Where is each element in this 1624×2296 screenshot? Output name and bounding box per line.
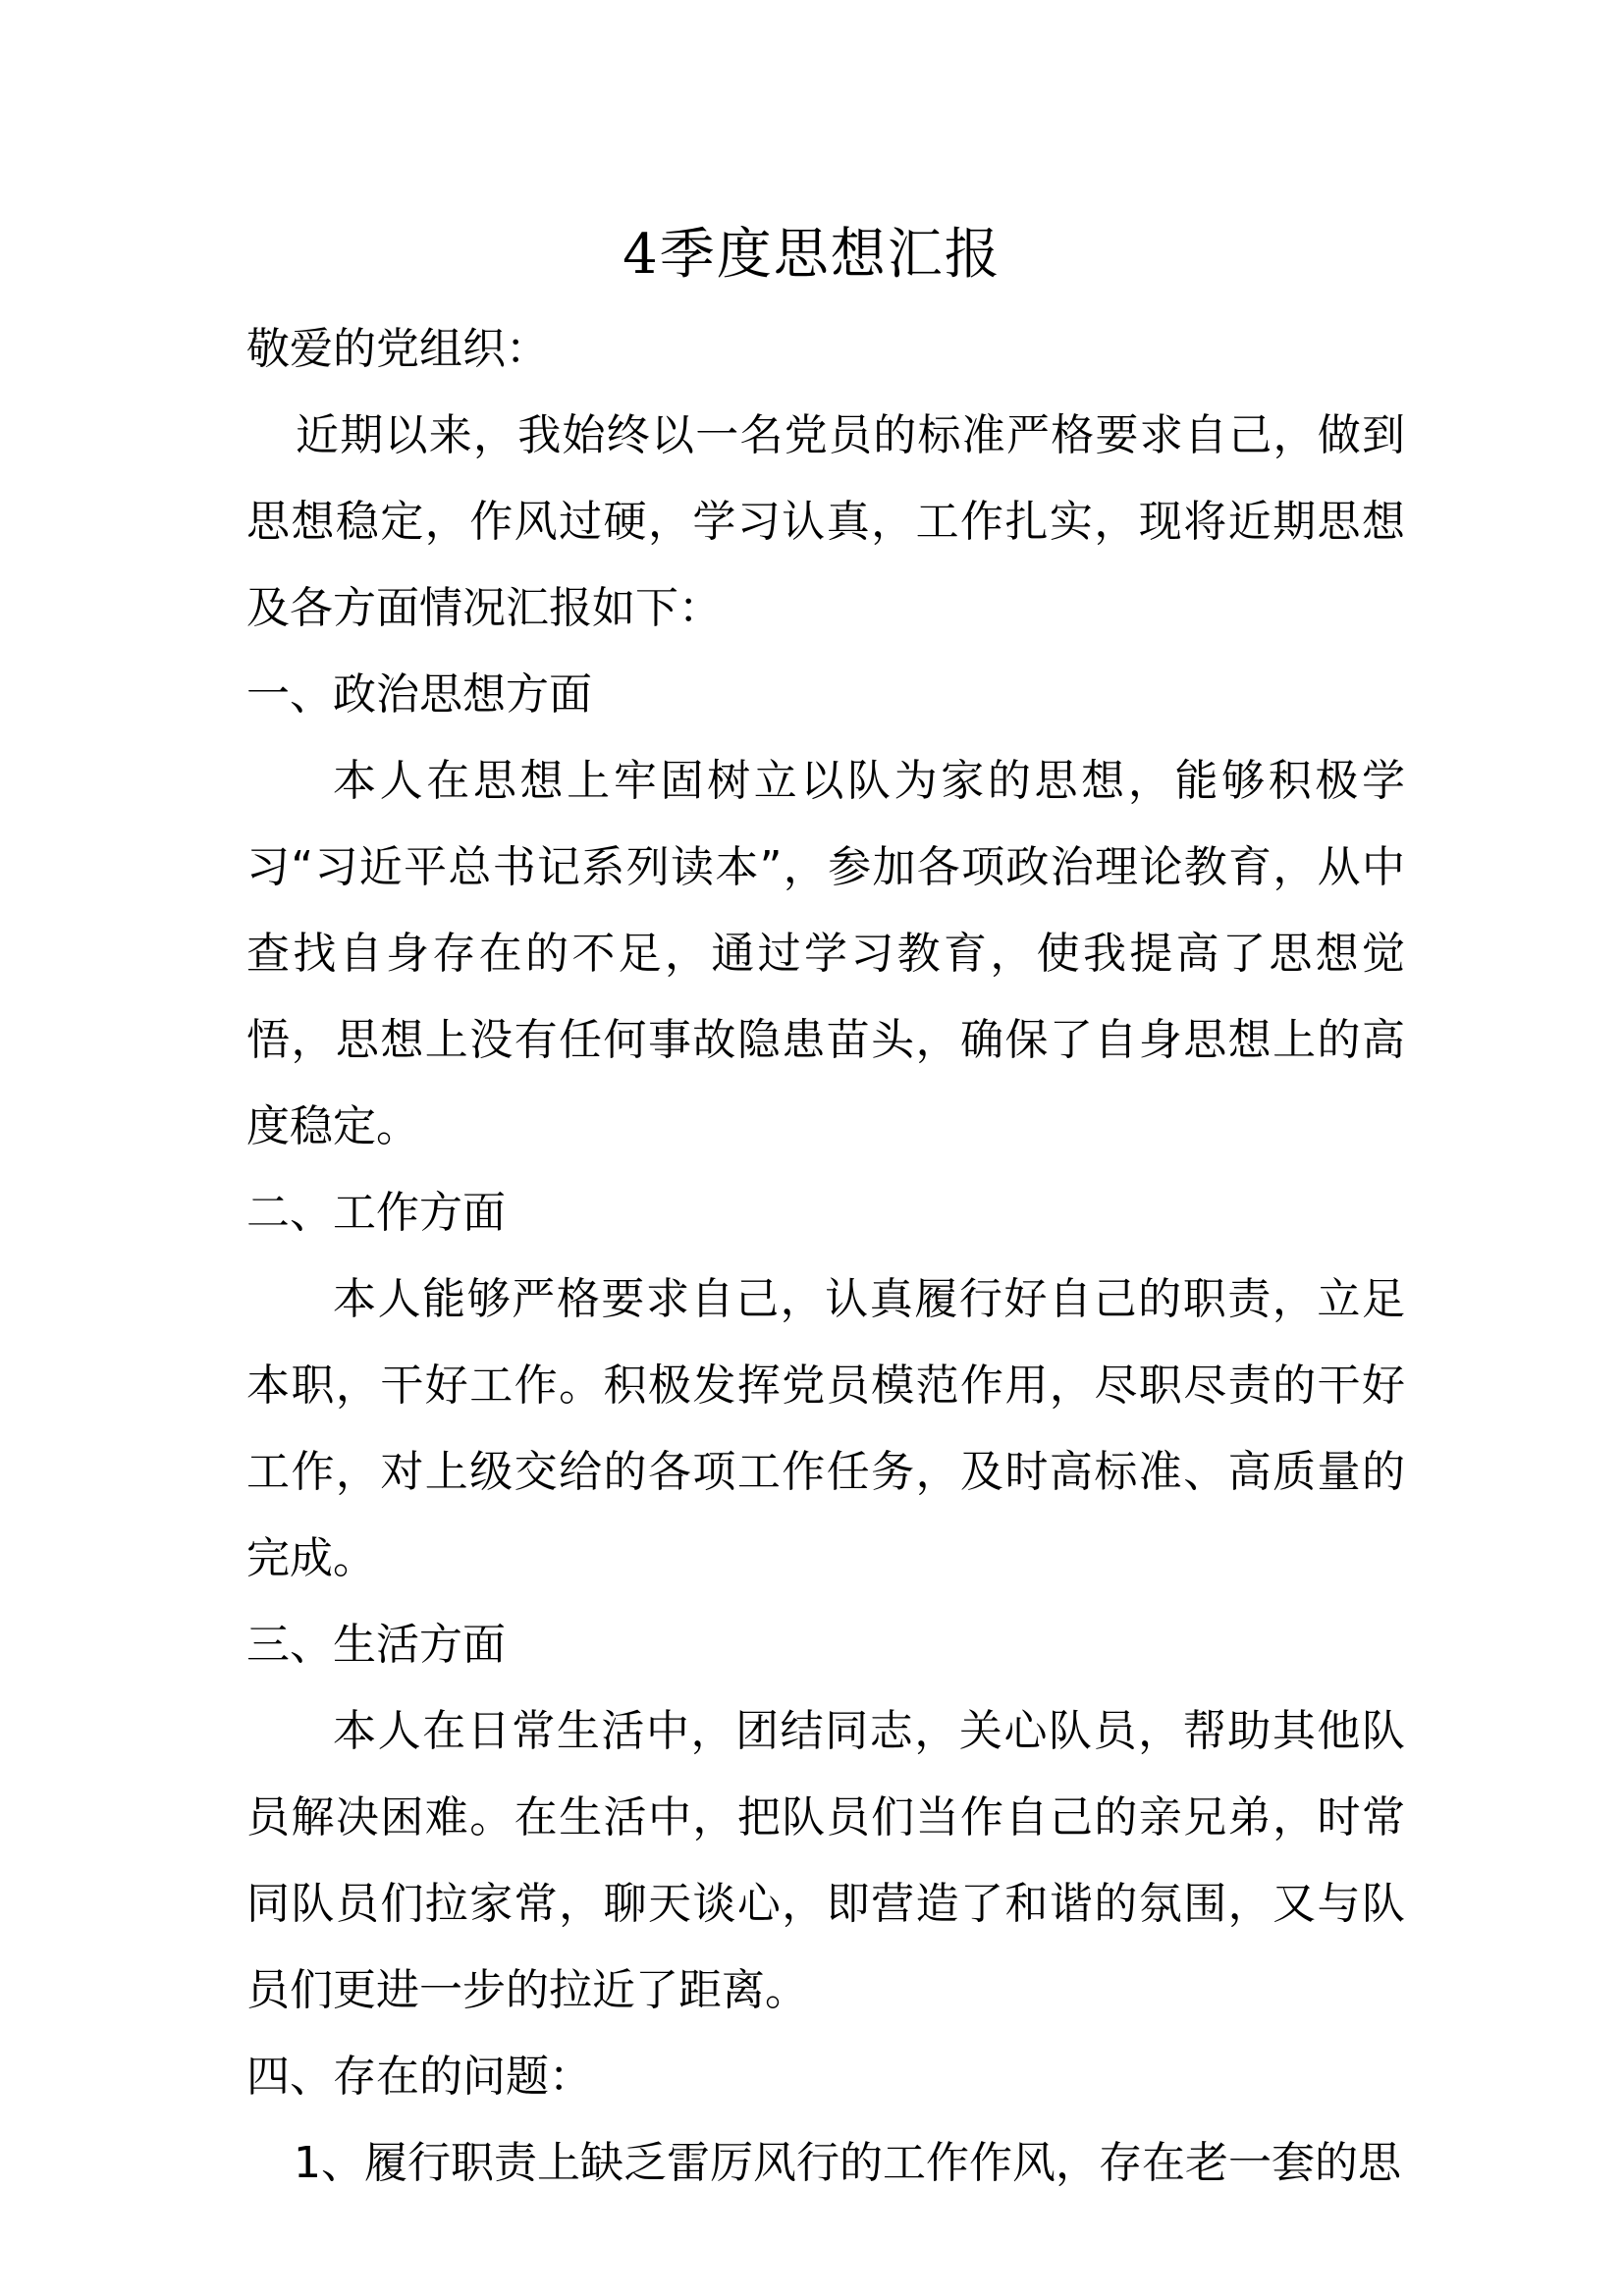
- problem-item-1: 1、履行职责上缺乏雷厉风行的工作作风，存在老一套的思: [294, 2138, 1401, 2188]
- document-body: [246, 306, 1405, 2207]
- section-heading-politics: 一、政治思想方面: [246, 669, 592, 720]
- intro-paragraph: 近期以来，我始终以一名党员的标准严格要求自己，做到思想稳定，作风过硬，学习认真，工作扎实，现将近期思想及各方面情况汇报如下：: [246, 410, 1405, 633]
- document-title: 4季度思想汇报: [623, 223, 1001, 287]
- section-body-work: 本人能够严格要求自己，认真履行好自己的职责，立足本职，干好工作。积极发挥党员模范作用，尽职尽责的干好工作，对上级交给的各项工作任务，及时高标准、高质量的完成。: [246, 1274, 1405, 1583]
- section-body-politics: 本人在思想上牢固树立以队为家的思想，能够积极学习“习近平总书记系列读本”，参加各项政治理论教育，从中查找自身存在的不足，通过学习教育，使我提高了思想觉悟，思想上没有任何事故隐患苗头，确保了自身思想上的高度稳定。: [246, 756, 1405, 1151]
- section-heading-problems: 四、存在的问题：: [246, 2052, 592, 2102]
- section-heading-work: 二、工作方面: [246, 1188, 506, 1238]
- section-heading-life: 三、生活方面: [246, 1620, 506, 1670]
- section-body-life: 本人在日常生活中，团结同志，关心队员，帮助其他队员解决困难。在生活中，把队员们当作自己的亲兄弟，时常同队员们拉家常，聊天谈心，即营造了和谐的氛围，又与队员们更进一步的拉近了距离。: [246, 1706, 1405, 2015]
- salutation: 敬爱的党组织：: [246, 324, 549, 374]
